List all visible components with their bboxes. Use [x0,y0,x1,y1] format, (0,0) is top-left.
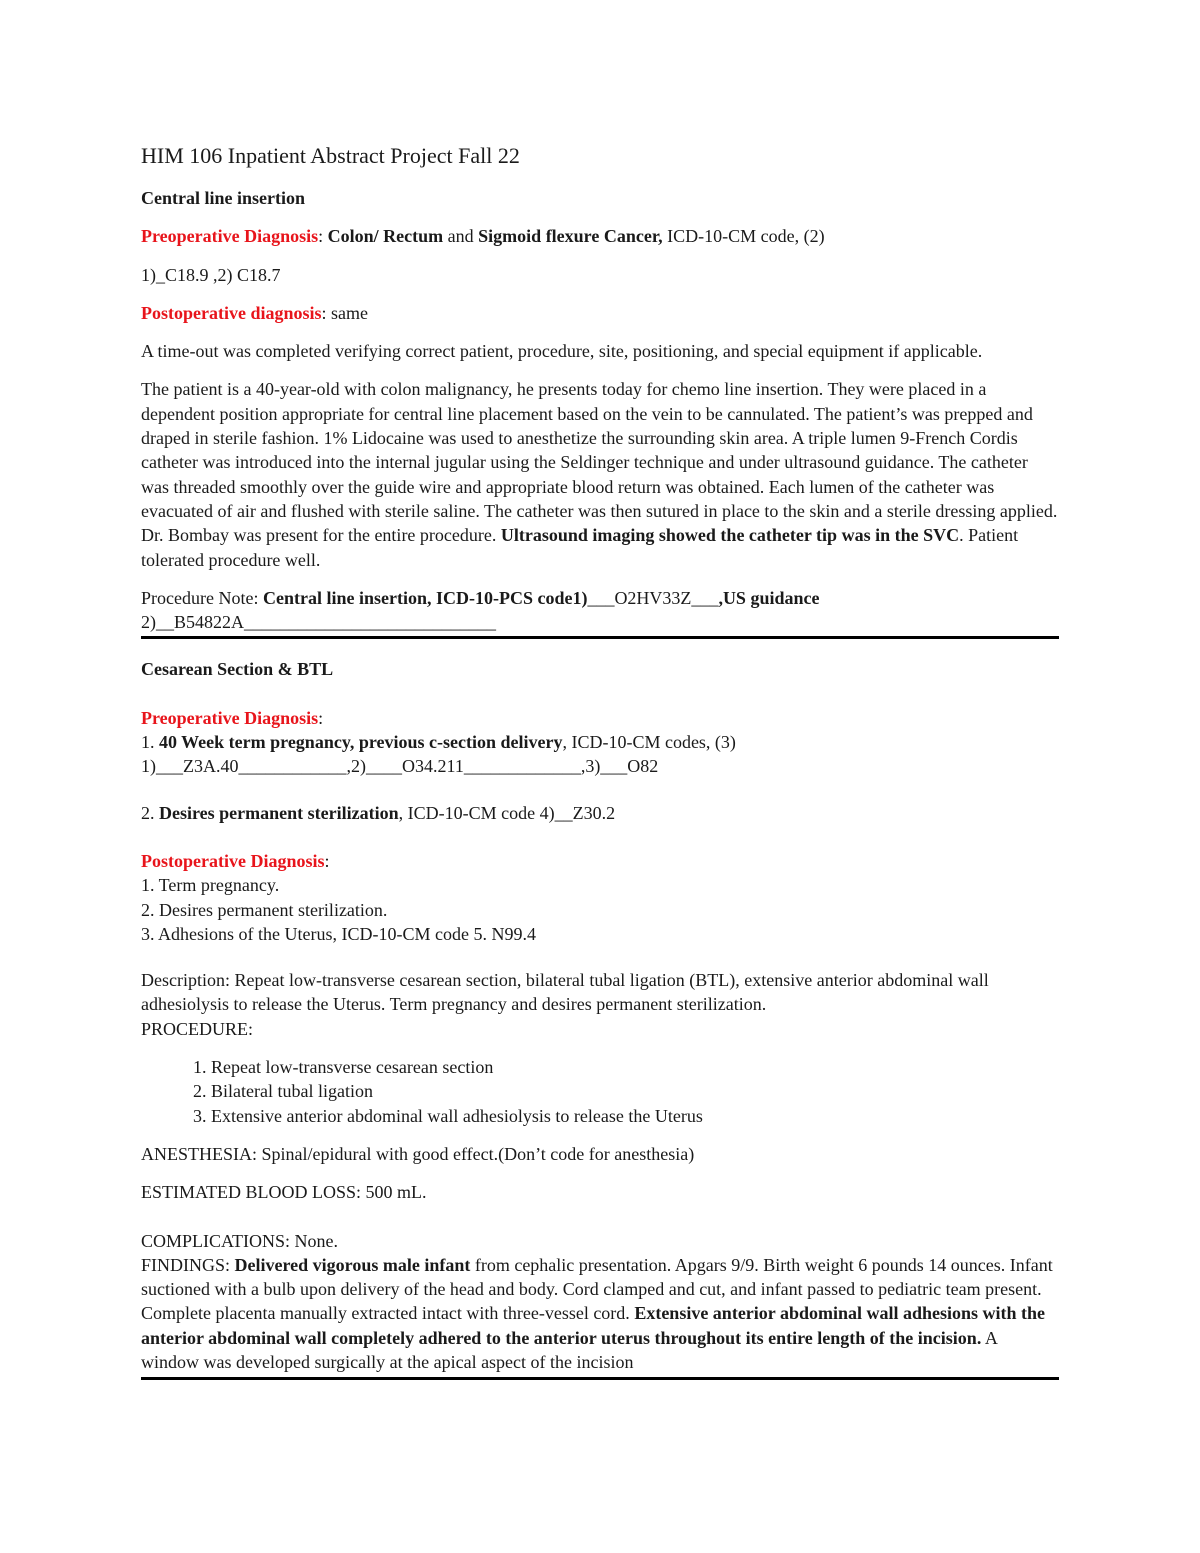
postop-item: 1. Term pregnancy. [141,875,280,896]
postop-item: 3. Adhesions of the Uterus, ICD-10-CM code 5. N99.4 [141,923,536,944]
estimated-blood-loss: ESTIMATED BLOOD LOSS: 500 mL. [141,1182,427,1203]
section1-codes: 1)_C18.9 ,2) C18.7 [141,264,281,285]
section1-preop-diagnosis: Preoperative Diagnosis: Colon/ Rectum and Sigmoid flexure Cancer, ICD-10-CM code, (2) [141,226,825,247]
section2-description: Description: Repeat low-transverse cesarean section, bilateral tubal ligation (BTL), extensive anterior abdominal wall adhesiolysis to release the Uterus. Term pregnancy and desires permanent sterilization. [141,970,989,1015]
section2-diagnosis-2: 2. Desires permanent sterilization, ICD-10-CM code 4)__Z30.2 [141,802,616,823]
findings: FINDINGS: Delivered vigorous male infant from cephalic presentation. Apgars 9/9. Birth weight 6 pounds 14 ounces. Infant suctioned with a bulb upon delivery of the head and body. Cord clamped and cut, and infant passed to pediatric team present. Complete placenta manually extracted intact with three-vessel cord. Extensive anterior abdominal wall adhesions with the anterior abdominal wall completely adhered to the anterior uterus throughout its entire length of the incision. A window was developed surgically at the apical aspect of the incision [141,1254,1053,1372]
section2-diagnosis-1-codes: 1)___Z3A.40____________,2)____O34.211_____________,3)___O82 [141,756,659,777]
section2-heading: Cesarean Section & BTL [141,659,334,680]
document-content [141,142,1059,1380]
section-divider [141,636,1059,639]
postop-item: 2. Desires permanent sterilization. [141,899,388,920]
procedure-list [141,1055,1059,1128]
section-divider [141,1377,1059,1380]
anesthesia: ANESTHESIA: Spinal/epidural with good effect.(Don’t code for anesthesia) [141,1143,695,1164]
procedure-label: PROCEDURE: [141,1018,254,1039]
section1-postop-diagnosis: Postoperative diagnosis: same [141,302,369,323]
procedure-item: 1. Repeat low-transverse cesarean section [211,1055,1059,1079]
procedure-item: 3. Extensive anterior abdominal wall adhesiolysis to release the Uterus [211,1104,1059,1128]
section1-heading: Central line insertion [141,188,305,208]
procedure-item: 2. Bilateral tubal ligation [211,1079,1059,1103]
section2-preop-diagnosis: Preoperative Diagnosis: 1. 40 Week term pregnancy, previous c-section delivery, ICD-10-CM codes, (3) 1)___Z3A.40____________,2)____O34.211_____________,3)___O82 [141,706,1059,779]
section1-procedure-note: Procedure Note: Central line insertion, ICD-10-PCS code1)___O2HV33Z___,US guidance 2)__B54822A____________________________ [141,587,820,633]
document-title: HIM 106 Inpatient Abstract Project Fall 22 [141,143,520,168]
section1-body: The patient is a 40-year-old with colon malignancy, he presents today for chemo line insertion. They were placed in a dependent position appropriate for central line placement based on the vein to be cannulated. The patient’s was prepped and draped in sterile fashion. 1% Lidocaine was used to anesthetize the surrounding skin area. A triple lumen 9-French Cordis catheter was introduced into the internal jugular using the Seldinger technique and under ultrasound guidance. The catheter was threaded smoothly over the guide wire and appropriate blood return was obtained. Each lumen of the catheter was evacuated of air and flushed with sterile saline. The catheter was then sutured in place to the skin and a sterile dressing applied. Dr. Bombay was present for the entire procedure. Ultrasound imaging showed the catheter tip was in the SVC. Patient tolerated procedure well. [141,379,1058,570]
section2-description-block [141,968,1059,1041]
section2-diagnosis-1: 1. 40 Week term pregnancy, previous c-section delivery, ICD-10-CM codes, (3) [141,732,736,753]
section1-timeout: A time-out was completed verifying correct patient, procedure, site, positioning, and special equipment if applicable. [141,341,983,362]
complications: COMPLICATIONS: None. [141,1230,339,1251]
section2-postop-diagnosis: Postoperative Diagnosis: 1. Term pregnancy. 2. Desires permanent sterilization. 3. Adhesions of the Uterus, ICD-10-CM code 5. N99.4 [141,849,1059,946]
